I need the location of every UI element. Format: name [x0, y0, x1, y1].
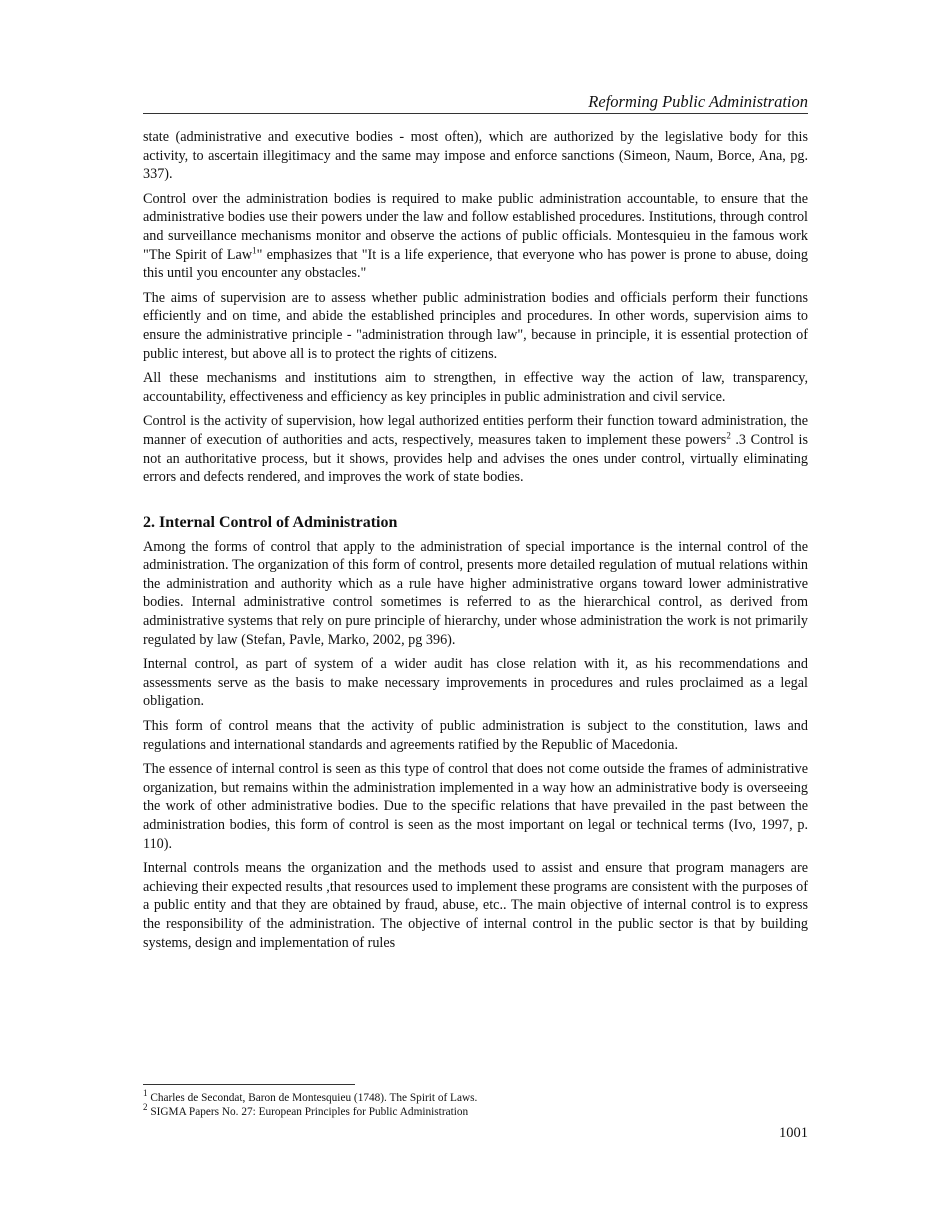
running-header: Reforming Public Administration [588, 92, 808, 111]
section-heading: 2. Internal Control of Administration [143, 513, 398, 531]
footnotes [143, 1088, 478, 1119]
paragraph [143, 369, 808, 406]
paragraph: This form of control means that the activity of public administration is subject to the constitution, laws and regulations and international standards and agreements ratified by the Republic of Macedonia. [143, 718, 808, 753]
paragraph-text: " emphasizes that "It is a life experience, that everyone who has power is prone to abuse, doing this until you encounter any obstacles." [143, 246, 808, 282]
paragraph: Internal control, as part of system of a wider audit has close relation with it, as his recommendations and assessments serve as the basis to make necessary improvements in procedures and rules proclaimed as a legal obligation. [143, 656, 808, 710]
footnote-ref: 2 [726, 430, 731, 441]
paragraph [143, 128, 808, 184]
page-number: 1001 [779, 1125, 808, 1141]
paragraph [143, 412, 808, 486]
paragraph-text: state (administrative and executive bodies - most often), which are authorized by the legislative body for this activity, to ascertain illegitimacy and the same may impose and enforce sanctions (Simeon, Naum, Borce, Ana, pg. 337). [143, 129, 808, 183]
paragraph-text: Control is the activity of supervision, how legal authorized entities perform their function toward administration, the manner of execution of authorities and acts, respectively, measures taken to implement these powers [143, 413, 808, 448]
footnote-text: Charles de Secondat, Baron de Montesquieu (1748). The Spirit of Laws. [147, 1092, 478, 1104]
footnote-ref: 1 [252, 244, 257, 255]
section-paragraphs [143, 538, 808, 952]
paragraph [143, 190, 808, 283]
footnote-text: SIGMA Papers No. 27: European Principles for Public Administration [147, 1106, 469, 1118]
paragraph: The essence of internal control is seen as this type of control that does not come outside the frames of administrative organization, but remains within the administration implemented in a way how an administrative body is overseeing the work of other administrative bodies. Due to the specific relations that have prevailed in the past between the administration bodies, this form of control is seen as the most important on legal or technical terms (Ivo, 1997, p. 110). [143, 761, 808, 852]
paragraph-text: Control over the administration bodies is required to make public administration accountable, to ensure that the administrative bodies use their powers under the law and follow established procedures. Institutions, through control and surveillance mechanisms monitor and observe the actions of public officials. Montesquieu in the famous work "The Spirit of Law [143, 190, 808, 263]
paragraph [143, 289, 808, 363]
intro-paragraphs [143, 128, 808, 487]
footnote-mark: 2 [143, 1102, 148, 1113]
paragraph: Internal controls means the organization and the methods used to assist and ensure that program managers are achieving their expected results ,that resources used to implement these programs are consistent with the purposes of a public entity and that they are obtained by fraud, abuse, etc.. The main objective of internal control is to express the responsibility of the administration. The objective of internal control in the public sector is that by building systems, design and implementation of rules [143, 860, 808, 951]
paragraph-text: .3 Control is not an authoritative process, but it shows, provides help and advises the ones under control, virtually eliminating errors and defects rendered, and improves the work of state bodies. [143, 431, 808, 486]
footnote-rule [143, 1084, 355, 1085]
paragraph-text: All these mechanisms and institutions aim to strengthen, in effective way the action of law, transparency, accountability, effectiveness and efficiency as key principles in public administration and civil service. [143, 370, 808, 405]
footnote [143, 1102, 477, 1119]
paragraph: Among the forms of control that apply to the administration of special importance is the internal control of the administration. The organization of this form of control, presents more detailed regulation of mutual relations within the administration and authority which as a rule have higher administrative organs toward lower administrative bodies. Internal administrative control sometimes is referred to as the hierarchical control, as derived from administrative systems that rely on pure principle of hierarchy, under whose administration the work is not primarily regulated by law (Stefan, Pavle, Marko, 2002, pg 396). [143, 538, 808, 648]
paragraph-text: The aims of supervision are to assess whether public administration bodies and officials perform their functions efficiently and on time, and abide the established principles and procedures. In other words, supervision aims to ensure the administrative principle - "administration through law", because in principle, it is essential protection of public interest, but above all is to protect the rights of citizens. [143, 289, 808, 362]
header-rule [143, 113, 808, 114]
footnote [143, 1088, 478, 1105]
footnote-mark: 1 [143, 1088, 148, 1099]
page-body [143, 128, 808, 958]
